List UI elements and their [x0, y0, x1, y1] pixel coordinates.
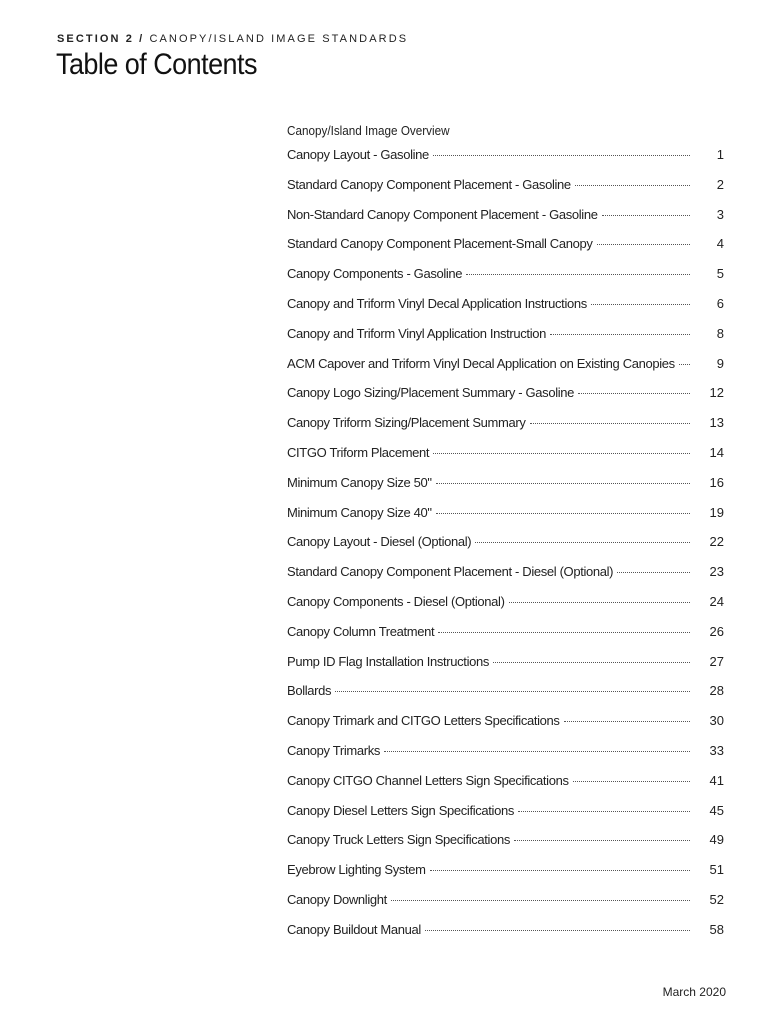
toc-entry[interactable]	[287, 773, 724, 803]
toc-entry-page: 5	[716, 266, 724, 282]
dot-leader	[433, 453, 690, 454]
toc-entry[interactable]	[287, 624, 724, 654]
toc-entry-page: 3	[716, 206, 724, 222]
dot-leader	[573, 781, 690, 782]
section-name: CANOPY/ISLAND IMAGE STANDARDS	[149, 33, 409, 45]
toc-entry[interactable]	[287, 415, 724, 445]
toc-entry-page: 52	[709, 891, 724, 907]
toc-entry-page: 22	[709, 534, 724, 550]
toc-entry-page: 9	[716, 355, 724, 371]
toc-entry[interactable]	[287, 564, 724, 594]
toc-entry-title: Bollards	[287, 683, 332, 699]
dot-leader	[509, 602, 690, 603]
toc-entry[interactable]	[287, 743, 724, 773]
toc-entry[interactable]	[287, 832, 724, 862]
toc-entry-title: Canopy Truck Letters Sign Specifications	[287, 832, 511, 848]
toc-entry[interactable]	[287, 654, 724, 684]
toc-entry[interactable]	[287, 326, 724, 356]
dot-leader	[493, 662, 690, 663]
toc-entry-title: Pump ID Flag Installation Instructions	[287, 653, 490, 669]
dot-leader	[384, 751, 690, 752]
toc-heading: Canopy/Island Image Overview	[287, 123, 450, 138]
toc-entry-page: 6	[716, 295, 724, 311]
toc-entry-page: 26	[709, 623, 724, 639]
toc-entry[interactable]	[287, 356, 724, 386]
toc-entry-title: Canopy Diesel Letters Sign Specifications	[287, 802, 515, 818]
dot-leader	[578, 393, 690, 394]
toc-entry-title: Minimum Canopy Size 40"	[287, 504, 432, 520]
toc-entry[interactable]	[287, 296, 724, 326]
toc-entry-title: Standard Canopy Component Placement-Small Canopy	[287, 236, 593, 252]
toc-entry[interactable]	[287, 385, 724, 415]
dot-leader	[575, 185, 690, 186]
dot-leader	[518, 811, 690, 812]
toc-entry-title: Minimum Canopy Size 50"	[287, 474, 432, 490]
toc-entry[interactable]	[287, 207, 724, 237]
toc-list	[287, 147, 724, 952]
toc-entry-title: Non-Standard Canopy Component Placement - Gasoline	[287, 206, 598, 222]
toc-entry-page: 13	[709, 415, 724, 431]
toc-entry-page: 27	[709, 653, 724, 669]
toc-entry-title: Canopy Components - Diesel (Optional)	[287, 593, 505, 609]
toc-entry-page: 12	[709, 385, 724, 401]
toc-entry-page: 41	[709, 772, 724, 788]
section-number: SECTION 2 /	[57, 33, 145, 45]
dot-leader	[436, 483, 690, 484]
toc-entry-page: 33	[709, 742, 724, 758]
toc-entry-page: 51	[709, 862, 724, 878]
toc-entry[interactable]	[287, 922, 724, 952]
toc-entry-page: 1	[716, 147, 724, 162]
toc-entry[interactable]	[287, 475, 724, 505]
dot-leader	[391, 900, 690, 901]
toc-entry-page: 45	[709, 802, 724, 818]
toc-entry-title: Canopy Column Treatment	[287, 623, 435, 639]
toc-entry-page: 19	[709, 504, 724, 520]
toc-entry[interactable]	[287, 803, 724, 833]
toc-entry-page: 16	[709, 474, 724, 490]
toc-entry-title: Canopy Layout - Gasoline	[287, 147, 429, 162]
toc-entry-page: 30	[709, 713, 724, 729]
toc-entry-title: Eyebrow Lighting System	[287, 862, 426, 878]
toc-entry-page: 23	[709, 564, 724, 580]
dot-leader	[597, 244, 691, 245]
toc-entry-title: Canopy Logo Sizing/Placement Summary - Gasoline	[287, 385, 575, 401]
toc-entry[interactable]	[287, 445, 724, 475]
page-title: Table of Contents	[56, 48, 257, 81]
toc-entry-title: Canopy Trimark and CITGO Letters Specifications	[287, 713, 560, 729]
dot-leader	[436, 513, 690, 514]
toc-entry[interactable]	[287, 266, 724, 296]
toc-entry-title: ACM Capover and Triform Vinyl Decal Application on Existing Canopies	[287, 355, 675, 371]
dot-leader	[425, 930, 690, 931]
toc-entry-page: 4	[716, 236, 724, 252]
toc-entry-title: Canopy Triform Sizing/Placement Summary	[287, 415, 526, 431]
toc-entry-title: Canopy and Triform Vinyl Application Instruction	[287, 325, 546, 341]
toc-entry-title: Standard Canopy Component Placement - Diesel (Optional)	[287, 564, 614, 580]
dot-leader	[430, 870, 690, 871]
toc-entry[interactable]	[287, 147, 724, 177]
toc-entry[interactable]	[287, 534, 724, 564]
dot-leader	[602, 215, 690, 216]
dot-leader	[514, 840, 690, 841]
dot-leader	[466, 274, 690, 275]
toc-entry-title: Canopy Downlight	[287, 891, 387, 907]
toc-entry-title: Canopy CITGO Channel Letters Sign Specifications	[287, 772, 569, 788]
toc-entry-title: Standard Canopy Component Placement - Gasoline	[287, 176, 571, 192]
toc-entry[interactable]	[287, 177, 724, 207]
toc-entry-title: Canopy and Triform Vinyl Decal Application Instructions	[287, 295, 587, 311]
toc-entry-title: Canopy Buildout Manual	[287, 921, 421, 937]
section-label	[57, 33, 408, 45]
dot-leader	[433, 155, 690, 156]
dot-leader	[617, 572, 690, 573]
toc-entry[interactable]	[287, 892, 724, 922]
toc-entry-page: 8	[716, 325, 724, 341]
toc-entry[interactable]	[287, 505, 724, 535]
dot-leader	[335, 691, 690, 692]
toc-entry-page: 2	[716, 176, 724, 192]
toc-entry-title: Canopy Components - Gasoline	[287, 266, 463, 282]
toc-entry-title: Canopy Trimarks	[287, 742, 380, 758]
dot-leader	[438, 632, 690, 633]
footer-date: March 2020	[662, 985, 726, 999]
toc-entry[interactable]	[287, 236, 724, 266]
toc-entry-page: 49	[709, 832, 724, 848]
dot-leader	[475, 542, 690, 543]
dot-leader	[679, 364, 690, 365]
toc-entry-page: 58	[709, 921, 724, 937]
toc-entry[interactable]	[287, 683, 724, 713]
toc-entry[interactable]	[287, 713, 724, 743]
dot-leader	[591, 304, 690, 305]
toc-entry[interactable]	[287, 594, 724, 624]
toc-entry-page: 24	[709, 593, 724, 609]
toc-entry-page: 28	[709, 683, 724, 699]
toc-entry-title: CITGO Triform Placement	[287, 444, 430, 460]
toc-entry-page: 14	[709, 444, 724, 460]
dot-leader	[550, 334, 690, 335]
dot-leader	[564, 721, 690, 722]
toc-entry-title: Canopy Layout - Diesel (Optional)	[287, 534, 472, 550]
dot-leader	[530, 423, 691, 424]
toc-entry[interactable]	[287, 862, 724, 892]
